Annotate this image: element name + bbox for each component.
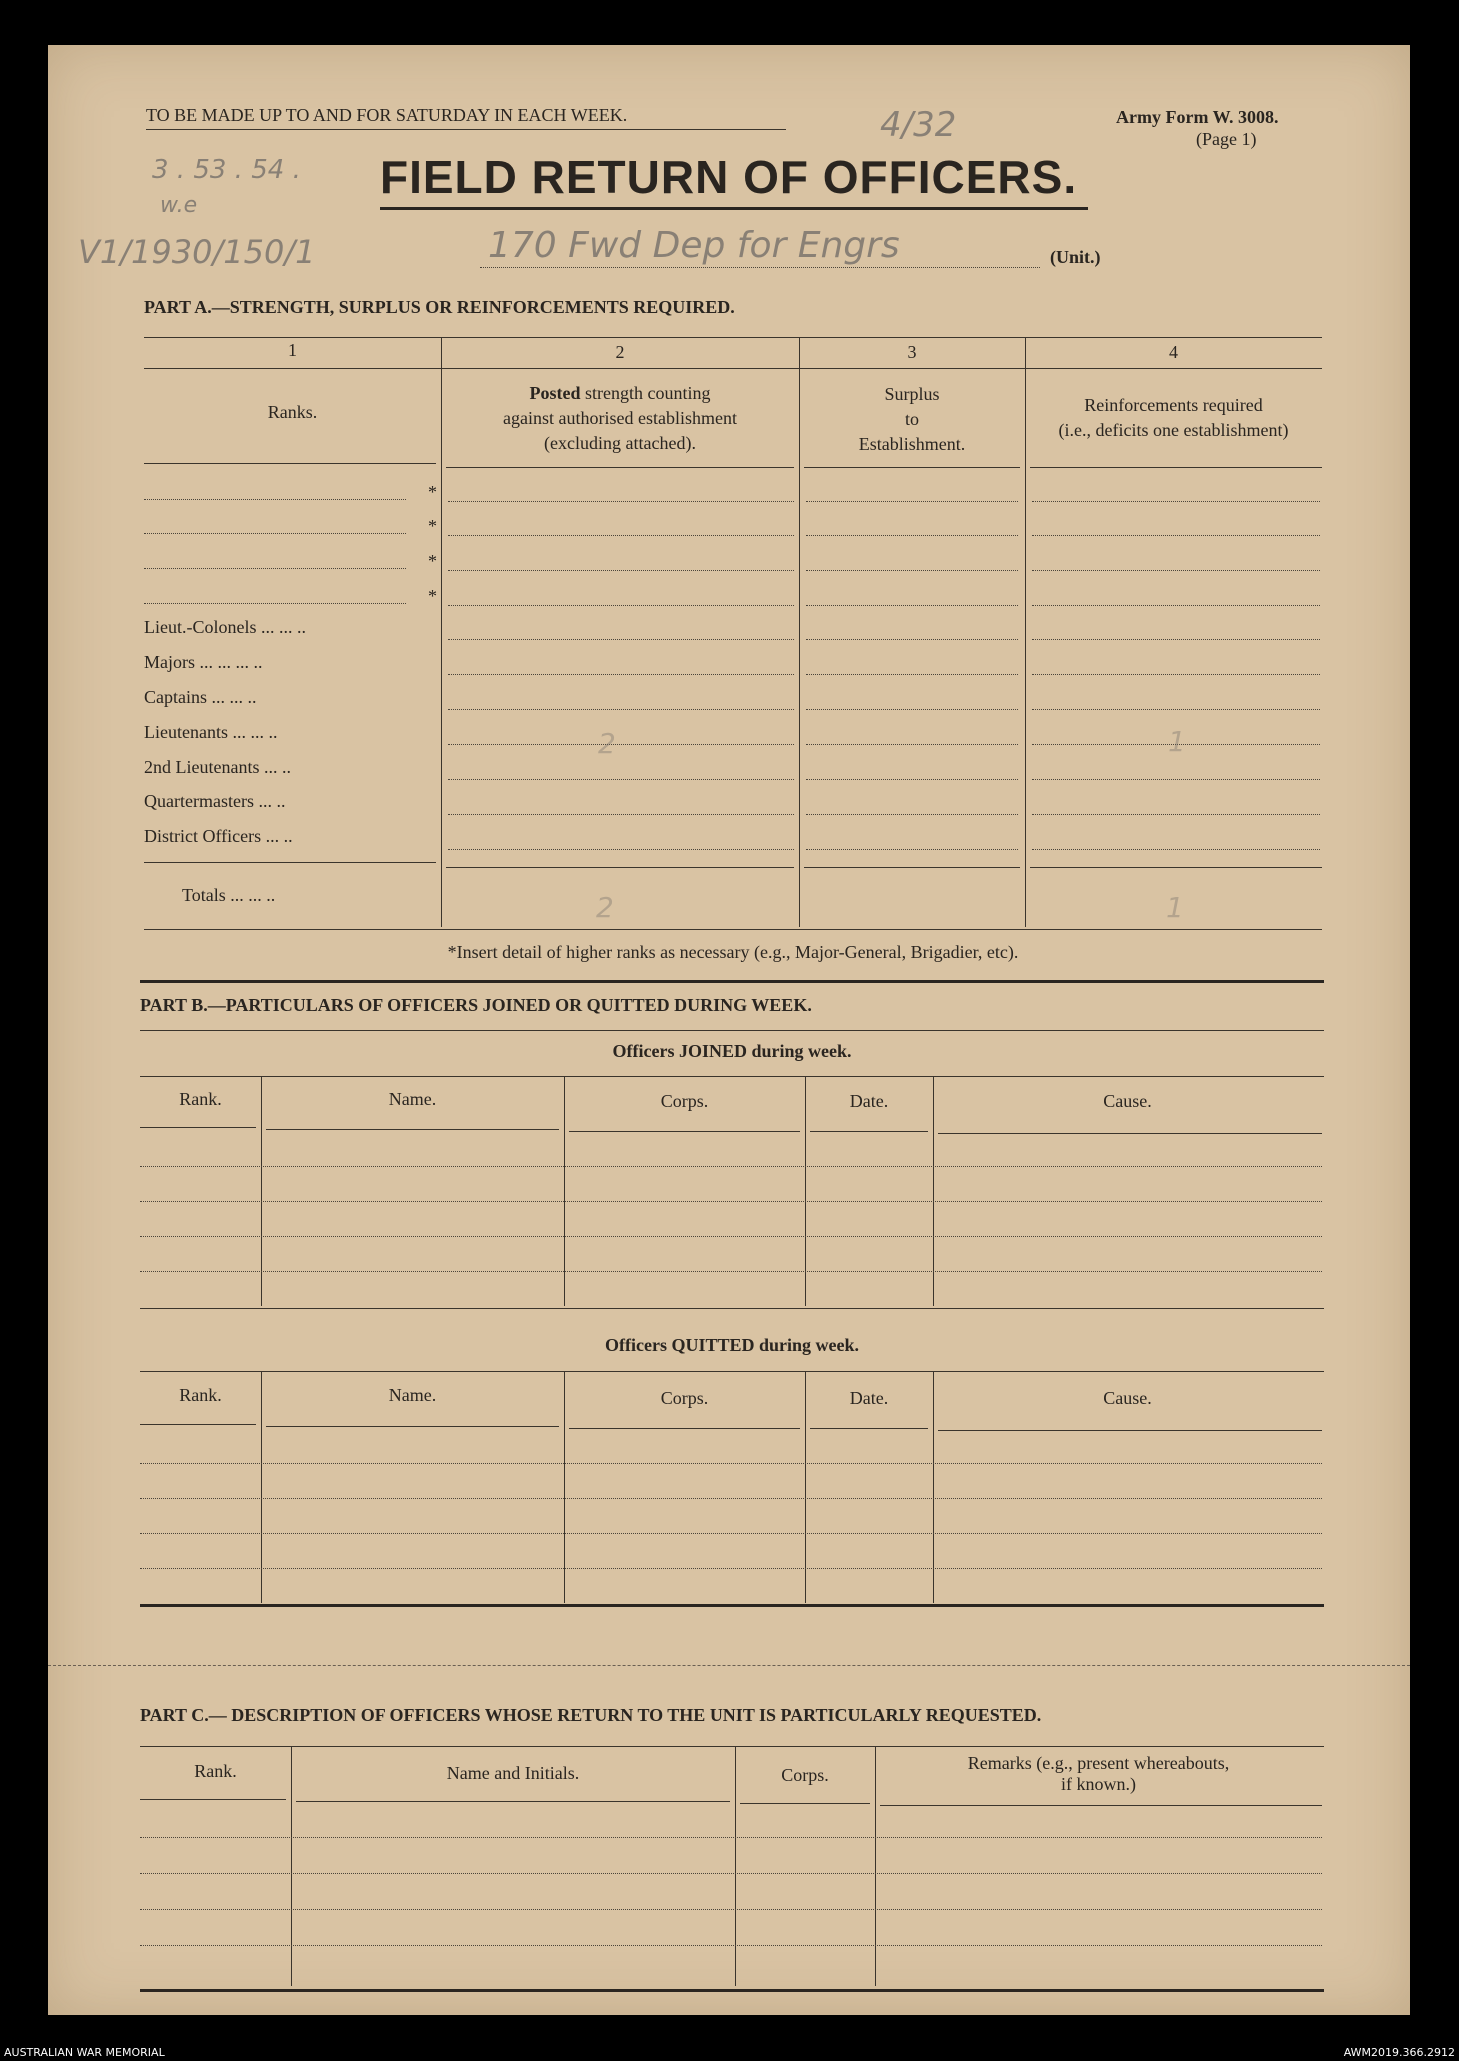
reinf-entry[interactable] [1032, 639, 1320, 640]
surplus-bottom-rule [804, 867, 1020, 868]
posted-entry[interactable] [448, 779, 794, 780]
asterisk-2: * [428, 516, 437, 536]
handwritten-lieut-posted: 2 [598, 727, 616, 760]
reinf-entry[interactable] [1032, 674, 1320, 675]
surplus-entry[interactable] [806, 501, 1018, 502]
reinf-entry[interactable] [1032, 570, 1320, 571]
posted-entry[interactable] [448, 605, 794, 606]
surplus-entry[interactable] [806, 535, 1018, 536]
handwritten-reference: V1/1930/150/1 [78, 233, 316, 271]
col-header-surplus: Surplus to Establishment. [858, 384, 966, 454]
joined-date-header-rule [810, 1131, 928, 1132]
quitted-rank-header-rule [140, 1424, 256, 1425]
rank-majors: Majors ... ... ... .. [144, 652, 263, 672]
posted-entry[interactable] [448, 639, 794, 640]
reinf-entry[interactable] [1032, 605, 1320, 606]
reinf-bottom-rule [1030, 867, 1322, 868]
part-c-entry-row[interactable] [140, 1837, 1322, 1838]
part-c-rank-header-rule [140, 1799, 286, 1800]
quitted-title: Officers QUITTED during week. [605, 1335, 859, 1355]
surplus-entry[interactable] [806, 570, 1018, 571]
higher-rank-entry-2[interactable] [144, 533, 406, 534]
surplus-header-rule [804, 467, 1020, 468]
part-a-heading: PART A.—STRENGTH, SURPLUS OR REINFORCEMENTS REQUIRED. [144, 297, 735, 317]
quitted-entry-row[interactable] [140, 1498, 1322, 1499]
archive-credit: AUSTRALIAN WAR MEMORIAL [4, 2046, 165, 2059]
handwritten-mark: w.e [160, 193, 198, 218]
asterisk-1: * [428, 482, 437, 502]
rank-lieut-colonels: Lieut.-Colonels ... ... .. [144, 617, 306, 637]
totals-label: Totals ... ... .. [182, 885, 276, 905]
surplus-entry[interactable] [806, 744, 1018, 745]
joined-col-corps: Corps. [660, 1091, 709, 1111]
posted-entry[interactable] [448, 674, 794, 675]
joined-title: Officers JOINED during week. [612, 1041, 852, 1061]
posted-line2: against authorised establishment [503, 408, 737, 428]
handwritten-lieut-reinf: 1 [1168, 725, 1186, 758]
posted-entry[interactable] [448, 849, 794, 850]
unit-dotted-line [480, 267, 1040, 268]
joined-top-rule [140, 1076, 1324, 1077]
part-c-col-name: Name and Initials. [446, 1763, 580, 1783]
handwritten-total-posted: 2 [596, 891, 614, 924]
posted-bottom-rule [446, 867, 794, 868]
joined-col-cause: Cause. [1103, 1091, 1152, 1111]
joined-name-header-rule [266, 1129, 559, 1130]
posted-entry[interactable] [448, 709, 794, 710]
quitted-bottom-rule [140, 1604, 1324, 1607]
joined-entry-row[interactable] [140, 1271, 1322, 1272]
quitted-entry-row[interactable] [140, 1533, 1322, 1534]
part-c-col-corps: Corps. [781, 1765, 829, 1785]
quitted-col-cause: Cause. [1103, 1388, 1152, 1408]
part-c-entry-row[interactable] [140, 1873, 1322, 1874]
part-c-entry-row[interactable] [140, 1909, 1322, 1910]
quitted-top-rule [140, 1371, 1324, 1372]
handwritten-date: 3 . 53 . 54 . [152, 155, 301, 185]
quitted-col-name: Name. [388, 1385, 437, 1405]
higher-rank-entry-1[interactable] [144, 499, 406, 500]
form-page [48, 45, 1410, 2015]
higher-rank-entry-4[interactable] [144, 603, 406, 604]
rank-quartermasters: Quartermasters ... .. [144, 791, 286, 811]
quitted-cause-header-rule [938, 1430, 1322, 1431]
posted-line3: (excluding attached). [544, 433, 696, 453]
asterisk-3: * [428, 551, 437, 571]
joined-entry-row[interactable] [140, 1236, 1322, 1237]
quitted-corps-header-rule [569, 1428, 800, 1429]
reinf-entry[interactable] [1032, 814, 1320, 815]
quitted-entry-row[interactable] [140, 1463, 1322, 1464]
higher-rank-entry-3[interactable] [144, 568, 406, 569]
reinf-entry[interactable] [1032, 849, 1320, 850]
part-c-corps-header-rule [740, 1803, 870, 1804]
joined-entry-row[interactable] [140, 1166, 1322, 1167]
part-c-entry-row[interactable] [140, 1945, 1322, 1946]
posted-bold: Posted [529, 383, 581, 403]
reinf-header-rule [1030, 467, 1322, 468]
col-number-1: 1 [288, 340, 297, 360]
posted-entry[interactable] [448, 744, 794, 745]
part-a-bottom-rule [144, 929, 1322, 930]
reinf-entry[interactable] [1032, 779, 1320, 780]
joined-cause-header-rule [938, 1133, 1322, 1134]
surplus-entry[interactable] [806, 779, 1018, 780]
form-title: FIELD RETURN OF OFFICERS. [380, 151, 1078, 203]
posted-rest: strength counting [585, 383, 711, 403]
part-c-bottom-rule [140, 1989, 1324, 1992]
reinf-entry[interactable] [1032, 709, 1320, 710]
part-a-top-rule [144, 337, 1322, 338]
handwritten-unit-name: 170 Fwd Dep for Engrs [488, 225, 900, 266]
joined-bottom-rule [140, 1308, 1324, 1309]
surplus-entry[interactable] [806, 674, 1018, 675]
rank-district-officers: District Officers ... .. [144, 826, 293, 846]
posted-entry[interactable] [448, 570, 794, 571]
posted-entry[interactable] [448, 501, 794, 502]
joined-rank-header-rule [140, 1127, 256, 1128]
rank-2nd-lieutenants: 2nd Lieutenants ... .. [144, 757, 291, 777]
part-b-heading-rule [140, 1030, 1324, 1031]
surplus-entry[interactable] [806, 814, 1018, 815]
col-header-reinforcements: Reinforcements required (i.e., deficits one establishment) [1058, 395, 1289, 440]
quitted-entry-row[interactable] [140, 1568, 1322, 1569]
joined-col-rank: Rank. [179, 1089, 222, 1109]
part-c-col-rank: Rank. [194, 1761, 237, 1781]
reinf-entry[interactable] [1032, 535, 1320, 536]
part-c-name-header-rule [296, 1801, 730, 1802]
reinf-entry[interactable] [1032, 501, 1320, 502]
posted-header-rule [446, 467, 794, 468]
col-number-2: 2 [615, 342, 625, 362]
joined-col-name: Name. [388, 1089, 437, 1109]
archive-accession-number: AWM2019.366.2912 [1343, 2046, 1455, 2059]
page-reference: (Page 1) [1196, 129, 1257, 149]
part-c-remarks-header-rule [880, 1805, 1322, 1806]
col-number-4: 4 [1169, 342, 1178, 362]
col-header-ranks: Ranks. [267, 402, 318, 422]
surplus-entry[interactable] [806, 639, 1018, 640]
surplus-entry[interactable] [806, 849, 1018, 850]
ranks-bottom-rule [144, 862, 436, 863]
part-b-heading: PART B.—PARTICULARS OF OFFICERS JOINED OR QUITTED DURING WEEK. [140, 995, 812, 1015]
joined-entry-row[interactable] [140, 1201, 1322, 1202]
form-reference: Army Form W. 3008. [1116, 107, 1279, 127]
part-c-heading: PART C.— DESCRIPTION OF OFFICERS WHOSE RETURN TO THE UNIT IS PARTICULARLY REQUESTED. [140, 1705, 1042, 1725]
instruction-underline [146, 129, 786, 130]
rank-captains: Captains ... ... .. [144, 687, 257, 707]
joined-col-date: Date. [849, 1091, 889, 1111]
joined-corps-header-rule [569, 1131, 800, 1132]
part-a-end-rule [140, 980, 1324, 983]
handwritten-total-reinf: 1 [1166, 891, 1184, 924]
posted-entry[interactable] [448, 814, 794, 815]
handwritten-folio: 4/32 [880, 105, 957, 145]
posted-entry[interactable] [448, 535, 794, 536]
quitted-name-header-rule [266, 1426, 559, 1427]
part-c-col-remarks: Remarks (e.g., present whereabouts, if known.) [967, 1753, 1230, 1794]
rank-lieutenants: Lieutenants ... ... .. [144, 722, 278, 742]
unit-label: (Unit.) [1050, 247, 1101, 267]
part-a-footnote: *Insert detail of higher ranks as necessary (e.g., Major-General, Brigadier, etc). [447, 942, 1019, 962]
title-underline [380, 207, 1088, 210]
part-a-number-rule [144, 368, 1322, 369]
col-number-3: 3 [907, 342, 917, 362]
instruction-text: TO BE MADE UP TO AND FOR SATURDAY IN EACH WEEK. [146, 105, 628, 125]
quitted-date-header-rule [810, 1428, 928, 1429]
asterisk-4: * [428, 586, 437, 606]
part-c-top-rule [140, 1746, 1324, 1747]
quitted-col-corps: Corps. [660, 1388, 709, 1408]
quitted-col-date: Date. [849, 1388, 889, 1408]
quitted-col-rank: Rank. [179, 1385, 222, 1405]
ranks-header-rule [144, 463, 436, 464]
perforation-line [48, 1665, 1410, 1666]
surplus-entry[interactable] [806, 605, 1018, 606]
surplus-entry[interactable] [806, 709, 1018, 710]
col-header-posted [441, 381, 799, 456]
